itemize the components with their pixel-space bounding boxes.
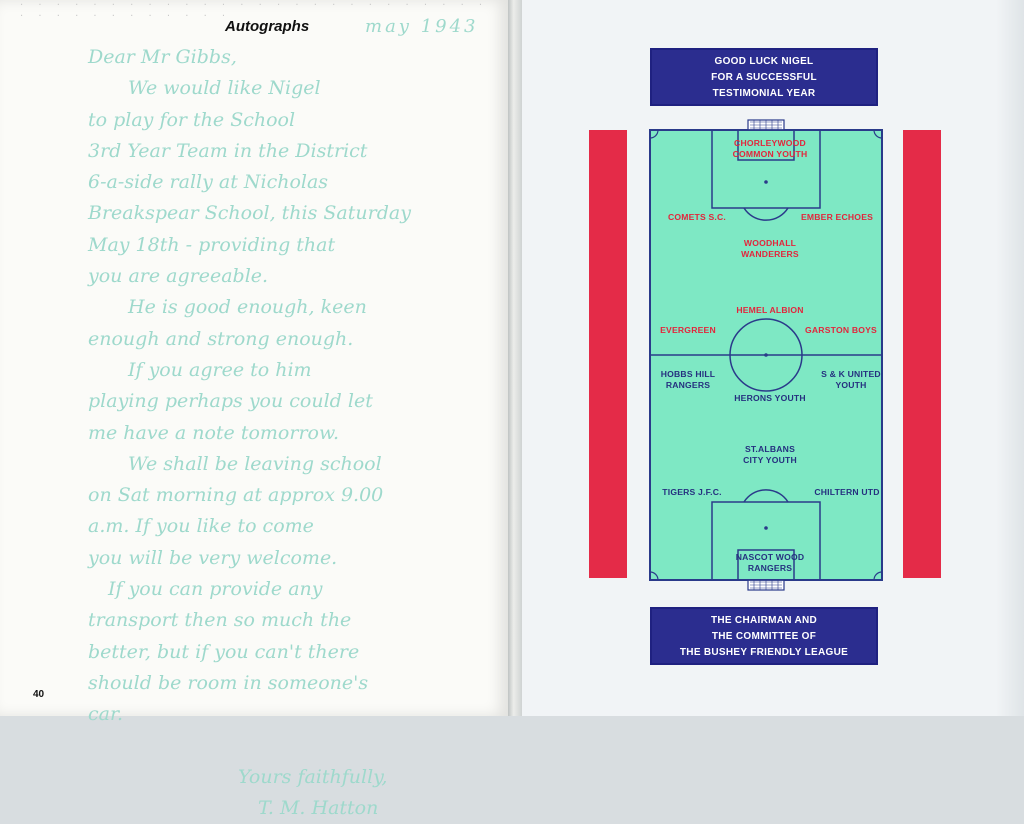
- letter-line: 6-a-side rally at Nicholas: [88, 171, 329, 194]
- team-label: CHORLEYWOOD: [734, 138, 806, 148]
- team-nascot-wood: [725, 552, 815, 574]
- letter-line: enough and strong enough.: [88, 327, 354, 350]
- banner-line: THE COMMITTEE OF: [711, 631, 817, 642]
- team-label: YOUTH: [835, 380, 867, 390]
- left-red-bar: [589, 130, 627, 578]
- team-hobbs-hill: [652, 369, 724, 391]
- team-hemel-albion: [720, 305, 820, 316]
- letter-line: May 18th - providing that: [88, 233, 336, 256]
- team-herons-youth: [722, 393, 818, 404]
- letter-line: We would like Nigel: [128, 77, 321, 100]
- team-label: TIGERS J.F.C.: [662, 487, 722, 497]
- centre-spot: [764, 353, 768, 357]
- team-ember-echoes: [792, 212, 882, 223]
- team-label: ST.ALBANS: [744, 444, 796, 454]
- banner-line: FOR A SUCCESSFUL: [711, 72, 817, 83]
- team-st-albans: [722, 444, 818, 466]
- team-label: NASCOT WOOD: [735, 552, 805, 562]
- letter-line: Breakspear School, this Saturday: [88, 202, 411, 225]
- team-label: RANGERS: [665, 380, 711, 390]
- team-woodhall: [725, 238, 815, 260]
- team-label: CHILTERN UTD: [814, 487, 880, 497]
- team-tigers: [650, 487, 734, 498]
- team-label: CITY YOUTH: [743, 455, 797, 465]
- letter-line: you will be very welcome.: [88, 546, 338, 569]
- letter-line: Dear Mr Gibbs,: [88, 46, 237, 68]
- left-page: [0, 0, 508, 820]
- football-pitch: [646, 120, 886, 590]
- letter-line: We shall be leaving school: [128, 452, 382, 475]
- right-page: [522, 0, 1024, 716]
- banner-line: TESTIMONIAL YEAR: [712, 88, 816, 99]
- team-label: HEMEL ALBION: [736, 305, 804, 315]
- page-edge-dots: · · · · · · · · · · · · · · · · · · · · · · · · · · · · · · · · · · · · · ·: [20, 0, 489, 22]
- bottom-penalty-spot: [764, 526, 768, 530]
- team-label: EVERGREEN: [660, 325, 716, 335]
- section-title: Autographs: [225, 18, 310, 35]
- team-label: WANDERERS: [741, 249, 799, 259]
- team-label: COMETS S.C.: [667, 212, 727, 222]
- letter-line: a.m. If you like to come: [88, 515, 314, 538]
- letter-line: should be room in someone's: [88, 671, 369, 694]
- letter-line: If you can provide any: [108, 578, 323, 601]
- letter-line: transport then so much the: [88, 609, 352, 632]
- letter-line: better, but if you can't there: [88, 640, 360, 663]
- team-comets: [652, 212, 742, 223]
- book-gutter: [508, 0, 522, 716]
- team-label: COMMON YOUTH: [732, 149, 808, 159]
- team-label: WOODHALL: [743, 238, 797, 248]
- committee-banner: [650, 607, 878, 665]
- banner-line: THE BUSHEY FRIENDLY LEAGUE: [679, 647, 849, 658]
- team-label: EMBER ECHOES: [800, 212, 874, 222]
- team-label: HOBBS HILL: [660, 369, 716, 379]
- letter-line: He is good enough, keen: [128, 296, 367, 319]
- team-evergreen: [648, 325, 728, 336]
- top-penalty-spot: [764, 180, 768, 184]
- team-label: HERONS YOUTH: [734, 393, 806, 403]
- team-label: S & K UNITED: [821, 369, 881, 379]
- team-chorleywood: [720, 138, 820, 160]
- letter-line: Yours faithfully,: [238, 765, 388, 788]
- team-sk-united: [806, 369, 896, 391]
- letter-line: car.: [88, 703, 124, 726]
- team-chiltern-utd: [804, 487, 890, 498]
- letter-line: on Sat morning at approx 9.00: [88, 484, 384, 507]
- handwritten-letter: [88, 42, 488, 824]
- letter-line: to play for the School: [88, 108, 296, 131]
- good-luck-banner: [650, 48, 878, 106]
- banner-line: GOOD LUCK NIGEL: [714, 56, 814, 67]
- page-number: 40: [33, 689, 45, 700]
- page-edge-shadow: [996, 0, 1024, 716]
- signature: T. M. Hatton: [258, 797, 379, 820]
- handwritten-date: may 1943: [365, 16, 479, 37]
- banner-line: THE CHAIRMAN AND: [710, 615, 818, 626]
- letter-line: you are agreeable.: [88, 265, 269, 288]
- letter-line: me have a note tomorrow.: [88, 421, 340, 444]
- right-red-bar: [903, 130, 941, 578]
- team-label: RANGERS: [747, 563, 793, 573]
- team-garston-boys: [794, 325, 888, 336]
- team-label: GARSTON BOYS: [805, 325, 877, 335]
- letter-line: If you agree to him: [128, 358, 312, 381]
- letter-line: playing perhaps you could let: [88, 390, 373, 413]
- letter-line: [88, 731, 488, 762]
- letter-line: 3rd Year Team in the District: [88, 139, 368, 162]
